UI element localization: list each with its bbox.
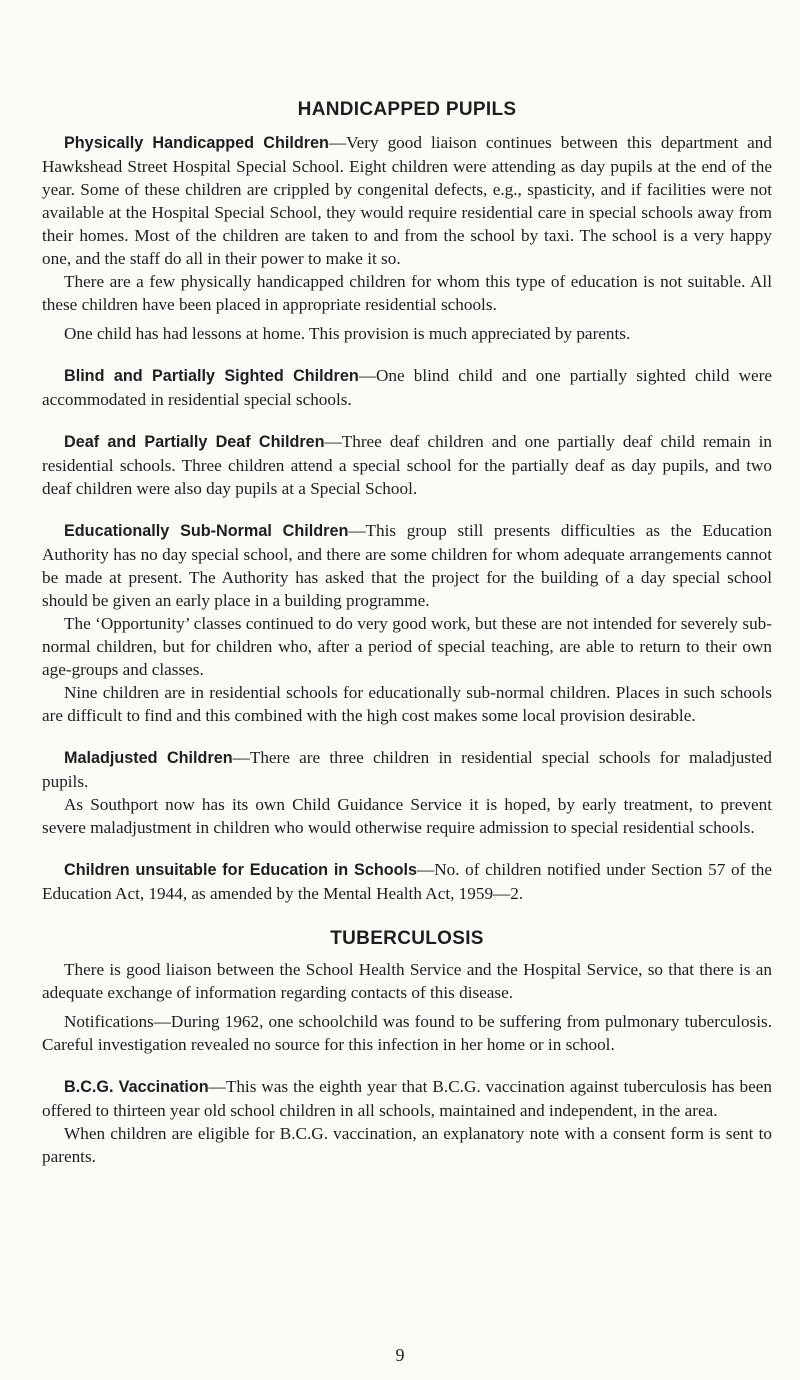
subheading-educationally-sub-normal: Educationally Sub-Normal Children — [64, 522, 349, 540]
tuberculosis-section — [42, 928, 772, 1168]
paragraph-maladjusted: Maladjusted Children—There are three children in residential special schools for maladjusted pupils. — [42, 748, 772, 791]
page-number: 9 — [395, 1345, 405, 1365]
paragraph: The ‘Opportunity’ classes continued to do very good work, but these are not intended for severely sub-normal children, but for children who, after a period of special teaching, are able to return to their own age-groups and classes. — [42, 614, 772, 679]
subheading-deaf: Deaf and Partially Deaf Children — [64, 433, 325, 451]
paragraph: There are a few physically handicapped children for whom this type of education is not suitable. All these children have been placed in appropriate residential schools. — [42, 272, 772, 314]
paragraph: When children are eligible for B.C.G. vaccination, an explanatory note with a consent form is sent to parents. — [42, 1124, 772, 1166]
paragraph-deaf: Deaf and Partially Deaf Children—Three deaf children and one partially deaf child remain in residential schools. Three children attend a special school for the partially deaf as day pupils, and two deaf children were also day pupils at a Special School. — [42, 432, 772, 498]
subheading-blind: Blind and Partially Sighted Children — [64, 367, 359, 385]
paragraph: There is good liaison between the School Health Service and the Hospital Service, so that there is an adequate exchange of information regarding contacts of this disease. — [42, 960, 772, 1002]
paragraph: As Southport now has its own Child Guidance Service it is hoped, by early treatment, to prevent severe maladjustment in children who would otherwise require admission to special residential schools. — [42, 795, 772, 837]
paragraph-blind: Blind and Partially Sighted Children—One blind child and one partially sighted child were accommodated in residential special schools. — [42, 366, 772, 409]
paragraph: One child has had lessons at home. This provision is much appreciated by parents. — [64, 324, 631, 343]
subheading-bcg-vaccination: B.C.G. Vaccination — [64, 1078, 209, 1096]
paragraph-notifications: Notifications—During 1962, one schoolchild was found to be suffering from pulmonary tuberculosis. Careful investigation revealed no source for this infection in her home or in school. — [42, 1012, 772, 1054]
paragraph-physically-handicapped: Physically Handicapped Children—Very good liaison continues between this department and Hawkshead Street Hospital Special School. Eight children were attending as day pupils at the end of the year. Some of these children are crippled by congenital defects, e.g., spasticity, and if facilities were not available at the Hospital Special School, they would require residential care in special schools away from their homes. Most of the children are taken to and from the school by taxi. The school is a very happy one, and the staff do all in their power to make it so. — [42, 133, 772, 268]
paragraph-unsuitable: Children unsuitable for Education in Schools—No. of children notified under Section 57 of the Education Act, 1944, as amended by the Mental Health Act, 1959—2. — [42, 860, 772, 903]
paragraph-bcg: B.C.G. Vaccination—This was the eighth year that B.C.G. vaccination against tuberculosis has been offered to thirteen year old school children in all schools, maintained and independent, in the area. — [42, 1077, 772, 1120]
subheading-maladjusted: Maladjusted Children — [64, 749, 233, 767]
subheading-unsuitable: Children unsuitable for Education in Schools — [64, 861, 418, 879]
paragraph-esn: Educationally Sub-Normal Children—This group still presents difficulties as the Education Authority has no day special school, and there are some children for whom adequate arrangements cannot be made at present. The Authority has asked that the project for the building of a day special school should be given an early place in a building programme. — [42, 521, 772, 610]
section-title-handicapped-pupils: HANDICAPPED PUPILS — [297, 99, 517, 120]
section-title-tuberculosis: TUBERCULOSIS — [330, 928, 484, 949]
paragraph: Nine children are in residential schools for educationally sub-normal children. Places in such schools are difficult to find and this combined with the high cost makes some local provision desirable. — [42, 683, 772, 725]
subheading-physically-handicapped: Physically Handicapped Children — [64, 134, 329, 152]
